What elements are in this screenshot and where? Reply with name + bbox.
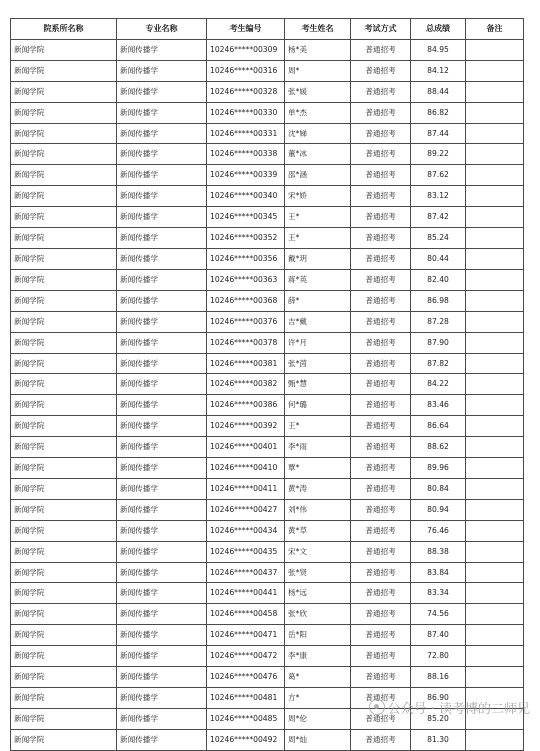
candidate-id-cell: 10246*****00401 bbox=[207, 437, 285, 458]
major-cell: 新闻传播学 bbox=[117, 248, 207, 269]
wechat-icon bbox=[369, 699, 385, 715]
remarks-cell bbox=[466, 667, 524, 688]
major-cell: 新闻传播学 bbox=[117, 541, 207, 562]
remarks-cell bbox=[466, 123, 524, 144]
remarks-cell bbox=[466, 458, 524, 479]
exam-type-cell: 普通招考 bbox=[351, 60, 411, 81]
candidate-id-cell: 10246*****00382 bbox=[207, 374, 285, 395]
remarks-cell bbox=[466, 311, 524, 332]
remarks-cell bbox=[466, 60, 524, 81]
remarks-cell bbox=[466, 478, 524, 499]
major-cell: 新闻传播学 bbox=[117, 583, 207, 604]
candidate-id-cell: 10246*****00392 bbox=[207, 416, 285, 437]
candidate-id-cell: 10246*****00381 bbox=[207, 353, 285, 374]
candidate-name-cell: 宋*文 bbox=[285, 541, 351, 562]
table-row bbox=[11, 583, 524, 604]
major-cell: 新闻传播学 bbox=[117, 625, 207, 646]
candidate-name-cell: 邵*涵 bbox=[285, 165, 351, 186]
major-cell: 新闻传播学 bbox=[117, 520, 207, 541]
table-row bbox=[11, 81, 524, 102]
exam-type-cell: 普通招考 bbox=[351, 604, 411, 625]
total-score-cell: 87.90 bbox=[411, 332, 466, 353]
candidate-id-cell: 10246*****00435 bbox=[207, 541, 285, 562]
remarks-cell bbox=[466, 269, 524, 290]
table-row bbox=[11, 332, 524, 353]
total-score-cell: 89.22 bbox=[411, 144, 466, 165]
header-major: 专业名称 bbox=[117, 19, 207, 40]
total-score-cell: 74.56 bbox=[411, 604, 466, 625]
candidate-name-cell: 王* bbox=[285, 228, 351, 249]
candidate-id-cell: 10246*****00356 bbox=[207, 248, 285, 269]
total-score-cell: 82.40 bbox=[411, 269, 466, 290]
total-score-cell: 83.34 bbox=[411, 583, 466, 604]
department-cell: 新闻学院 bbox=[11, 583, 117, 604]
total-score-cell: 84.22 bbox=[411, 374, 466, 395]
candidate-name-cell: 张*茵 bbox=[285, 353, 351, 374]
remarks-cell bbox=[466, 39, 524, 60]
total-score-cell: 80.84 bbox=[411, 478, 466, 499]
table-row bbox=[11, 165, 524, 186]
exam-type-cell: 普通招考 bbox=[351, 562, 411, 583]
candidate-name-cell: 吉*戴 bbox=[285, 311, 351, 332]
remarks-cell bbox=[466, 395, 524, 416]
major-cell: 新闻传播学 bbox=[117, 416, 207, 437]
candidate-id-cell: 10246*****00458 bbox=[207, 604, 285, 625]
admission-score-table bbox=[10, 18, 524, 751]
department-cell: 新闻学院 bbox=[11, 81, 117, 102]
department-cell: 新闻学院 bbox=[11, 165, 117, 186]
total-score-cell: 88.38 bbox=[411, 541, 466, 562]
department-cell: 新闻学院 bbox=[11, 541, 117, 562]
candidate-name-cell: 单*杰 bbox=[285, 102, 351, 123]
candidate-name-cell: 何*璐 bbox=[285, 395, 351, 416]
total-score-cell: 83.46 bbox=[411, 395, 466, 416]
remarks-cell bbox=[466, 228, 524, 249]
table-row bbox=[11, 269, 524, 290]
exam-type-cell: 普通招考 bbox=[351, 374, 411, 395]
department-cell: 新闻学院 bbox=[11, 437, 117, 458]
table-row bbox=[11, 102, 524, 123]
exam-type-cell: 普通招考 bbox=[351, 646, 411, 667]
remarks-cell bbox=[466, 353, 524, 374]
department-cell: 新闻学院 bbox=[11, 478, 117, 499]
total-score-cell: 87.42 bbox=[411, 207, 466, 228]
department-cell: 新闻学院 bbox=[11, 144, 117, 165]
total-score-cell: 86.90 bbox=[411, 688, 466, 709]
table-row bbox=[11, 248, 524, 269]
major-cell: 新闻传播学 bbox=[117, 332, 207, 353]
candidate-name-cell: 李*雨 bbox=[285, 437, 351, 458]
major-cell: 新闻传播学 bbox=[117, 60, 207, 81]
department-cell: 新闻学院 bbox=[11, 708, 117, 729]
major-cell: 新闻传播学 bbox=[117, 374, 207, 395]
major-cell: 新闻传播学 bbox=[117, 228, 207, 249]
department-cell: 新闻学院 bbox=[11, 39, 117, 60]
major-cell: 新闻传播学 bbox=[117, 39, 207, 60]
remarks-cell bbox=[466, 541, 524, 562]
exam-type-cell: 普通招考 bbox=[351, 478, 411, 499]
candidate-id-cell: 10246*****00331 bbox=[207, 123, 285, 144]
candidate-name-cell: 张*媛 bbox=[285, 81, 351, 102]
remarks-cell bbox=[466, 499, 524, 520]
candidate-id-cell: 10246*****00472 bbox=[207, 646, 285, 667]
candidate-name-cell: 戴*玥 bbox=[285, 248, 351, 269]
candidate-id-cell: 10246*****00363 bbox=[207, 269, 285, 290]
total-score-cell: 80.94 bbox=[411, 499, 466, 520]
total-score-cell: 88.16 bbox=[411, 667, 466, 688]
candidate-id-cell: 10246*****00386 bbox=[207, 395, 285, 416]
major-cell: 新闻传播学 bbox=[117, 311, 207, 332]
exam-type-cell: 普通招考 bbox=[351, 729, 411, 750]
candidate-name-cell: 周* bbox=[285, 60, 351, 81]
major-cell: 新闻传播学 bbox=[117, 165, 207, 186]
candidate-id-cell: 10246*****00441 bbox=[207, 583, 285, 604]
department-cell: 新闻学院 bbox=[11, 311, 117, 332]
total-score-cell: 88.44 bbox=[411, 81, 466, 102]
total-score-cell: 86.98 bbox=[411, 290, 466, 311]
candidate-name-cell: 董*冰 bbox=[285, 144, 351, 165]
major-cell: 新闻传播学 bbox=[117, 395, 207, 416]
table-row bbox=[11, 395, 524, 416]
candidate-name-cell: 许*月 bbox=[285, 332, 351, 353]
remarks-cell bbox=[466, 165, 524, 186]
major-cell: 新闻传播学 bbox=[117, 81, 207, 102]
total-score-cell: 81.30 bbox=[411, 729, 466, 750]
remarks-cell bbox=[466, 729, 524, 750]
total-score-cell: 87.82 bbox=[411, 353, 466, 374]
candidate-id-cell: 10246*****00340 bbox=[207, 186, 285, 207]
remarks-cell bbox=[466, 102, 524, 123]
remarks-cell bbox=[466, 144, 524, 165]
department-cell: 新闻学院 bbox=[11, 520, 117, 541]
table-row bbox=[11, 499, 524, 520]
candidate-name-cell: 葛* bbox=[285, 667, 351, 688]
header-candidate-id: 考生编号 bbox=[207, 19, 285, 40]
department-cell: 新闻学院 bbox=[11, 60, 117, 81]
table-row bbox=[11, 228, 524, 249]
candidate-id-cell: 10246*****00328 bbox=[207, 81, 285, 102]
department-cell: 新闻学院 bbox=[11, 625, 117, 646]
exam-type-cell: 普通招考 bbox=[351, 541, 411, 562]
major-cell: 新闻传播学 bbox=[117, 144, 207, 165]
candidate-name-cell: 覃* bbox=[285, 458, 351, 479]
candidate-name-cell: 刘*伟 bbox=[285, 499, 351, 520]
major-cell: 新闻传播学 bbox=[117, 478, 207, 499]
remarks-cell bbox=[466, 248, 524, 269]
table-row bbox=[11, 311, 524, 332]
exam-type-cell: 普通招考 bbox=[351, 708, 411, 729]
table-row bbox=[11, 374, 524, 395]
table-body bbox=[11, 39, 524, 750]
remarks-cell bbox=[466, 625, 524, 646]
major-cell: 新闻传播学 bbox=[117, 458, 207, 479]
total-score-cell: 84.95 bbox=[411, 39, 466, 60]
major-cell: 新闻传播学 bbox=[117, 269, 207, 290]
candidate-id-cell: 10246*****00476 bbox=[207, 667, 285, 688]
candidate-id-cell: 10246*****00309 bbox=[207, 39, 285, 60]
candidate-name-cell: 甄*慧 bbox=[285, 374, 351, 395]
remarks-cell bbox=[466, 520, 524, 541]
total-score-cell: 86.64 bbox=[411, 416, 466, 437]
major-cell: 新闻传播学 bbox=[117, 290, 207, 311]
candidate-id-cell: 10246*****00427 bbox=[207, 499, 285, 520]
remarks-cell bbox=[466, 207, 524, 228]
candidate-id-cell: 10246*****00434 bbox=[207, 520, 285, 541]
candidate-id-cell: 10246*****00368 bbox=[207, 290, 285, 311]
candidate-id-cell: 10246*****00316 bbox=[207, 60, 285, 81]
candidate-name-cell: 蒋*英 bbox=[285, 269, 351, 290]
table-row bbox=[11, 60, 524, 81]
remarks-cell bbox=[466, 186, 524, 207]
candidate-id-cell: 10246*****00330 bbox=[207, 102, 285, 123]
exam-type-cell: 普通招考 bbox=[351, 625, 411, 646]
total-score-cell: 83.84 bbox=[411, 562, 466, 583]
department-cell: 新闻学院 bbox=[11, 186, 117, 207]
exam-type-cell: 普通招考 bbox=[351, 123, 411, 144]
total-score-cell: 85.20 bbox=[411, 708, 466, 729]
candidate-id-cell: 10246*****00481 bbox=[207, 688, 285, 709]
total-score-cell: 88.62 bbox=[411, 437, 466, 458]
remarks-cell bbox=[466, 562, 524, 583]
exam-type-cell: 普通招考 bbox=[351, 144, 411, 165]
exam-type-cell: 普通招考 bbox=[351, 269, 411, 290]
table-row bbox=[11, 520, 524, 541]
department-cell: 新闻学院 bbox=[11, 102, 117, 123]
header-department: 院系所名称 bbox=[11, 19, 117, 40]
exam-type-cell: 普通招考 bbox=[351, 583, 411, 604]
department-cell: 新闻学院 bbox=[11, 395, 117, 416]
candidate-name-cell: 薛* bbox=[285, 290, 351, 311]
major-cell: 新闻传播学 bbox=[117, 604, 207, 625]
department-cell: 新闻学院 bbox=[11, 374, 117, 395]
major-cell: 新闻传播学 bbox=[117, 123, 207, 144]
major-cell: 新闻传播学 bbox=[117, 186, 207, 207]
watermark-text: 公众号 · 读考博的二师兄 bbox=[387, 701, 530, 717]
total-score-cell: 72.80 bbox=[411, 646, 466, 667]
candidate-id-cell: 10246*****00485 bbox=[207, 708, 285, 729]
table-row bbox=[11, 625, 524, 646]
major-cell: 新闻传播学 bbox=[117, 729, 207, 750]
header-total-score: 总成绩 bbox=[411, 19, 466, 40]
department-cell: 新闻学院 bbox=[11, 248, 117, 269]
exam-type-cell: 普通招考 bbox=[351, 395, 411, 416]
table-row bbox=[11, 207, 524, 228]
exam-type-cell: 普通招考 bbox=[351, 499, 411, 520]
candidate-id-cell: 10246*****00378 bbox=[207, 332, 285, 353]
candidate-id-cell: 10246*****00437 bbox=[207, 562, 285, 583]
total-score-cell: 84.12 bbox=[411, 60, 466, 81]
department-cell: 新闻学院 bbox=[11, 228, 117, 249]
exam-type-cell: 普通招考 bbox=[351, 416, 411, 437]
total-score-cell: 76.46 bbox=[411, 520, 466, 541]
candidate-name-cell: 黄*涛 bbox=[285, 478, 351, 499]
candidate-name-cell: 宋*娇 bbox=[285, 186, 351, 207]
header-candidate-name: 考生姓名 bbox=[285, 19, 351, 40]
table-row bbox=[11, 290, 524, 311]
candidate-id-cell: 10246*****00471 bbox=[207, 625, 285, 646]
candidate-id-cell: 10246*****00376 bbox=[207, 311, 285, 332]
candidate-name-cell: 周*伦 bbox=[285, 708, 351, 729]
candidate-name-cell: 黄*草 bbox=[285, 520, 351, 541]
table-row bbox=[11, 458, 524, 479]
department-cell: 新闻学院 bbox=[11, 290, 117, 311]
candidate-name-cell: 张*欣 bbox=[285, 604, 351, 625]
major-cell: 新闻传播学 bbox=[117, 102, 207, 123]
major-cell: 新闻传播学 bbox=[117, 708, 207, 729]
exam-type-cell: 普通招考 bbox=[351, 186, 411, 207]
department-cell: 新闻学院 bbox=[11, 269, 117, 290]
remarks-cell bbox=[466, 374, 524, 395]
exam-type-cell: 普通招考 bbox=[351, 39, 411, 60]
remarks-cell bbox=[466, 604, 524, 625]
candidate-name-cell: 杨*美 bbox=[285, 39, 351, 60]
table-row bbox=[11, 39, 524, 60]
table-row bbox=[11, 729, 524, 750]
department-cell: 新闻学院 bbox=[11, 688, 117, 709]
table-row bbox=[11, 353, 524, 374]
exam-type-cell: 普通招考 bbox=[351, 228, 411, 249]
total-score-cell: 87.40 bbox=[411, 625, 466, 646]
department-cell: 新闻学院 bbox=[11, 667, 117, 688]
department-cell: 新闻学院 bbox=[11, 499, 117, 520]
candidate-id-cell: 10246*****00492 bbox=[207, 729, 285, 750]
candidate-name-cell: 王* bbox=[285, 416, 351, 437]
total-score-cell: 85.24 bbox=[411, 228, 466, 249]
total-score-cell: 87.44 bbox=[411, 123, 466, 144]
table-row bbox=[11, 186, 524, 207]
candidate-name-cell: 周*灿 bbox=[285, 729, 351, 750]
total-score-cell: 89.96 bbox=[411, 458, 466, 479]
table-row bbox=[11, 144, 524, 165]
table-row bbox=[11, 667, 524, 688]
header-exam-type: 考试方式 bbox=[351, 19, 411, 40]
major-cell: 新闻传播学 bbox=[117, 646, 207, 667]
department-cell: 新闻学院 bbox=[11, 353, 117, 374]
candidate-id-cell: 10246*****00410 bbox=[207, 458, 285, 479]
exam-type-cell: 普通招考 bbox=[351, 437, 411, 458]
table-row bbox=[11, 437, 524, 458]
candidate-name-cell: 方* bbox=[285, 688, 351, 709]
table-row bbox=[11, 416, 524, 437]
exam-type-cell: 普通招考 bbox=[351, 248, 411, 269]
candidate-name-cell: 杨*远 bbox=[285, 583, 351, 604]
remarks-cell bbox=[466, 646, 524, 667]
exam-type-cell: 普通招考 bbox=[351, 311, 411, 332]
table-row bbox=[11, 478, 524, 499]
exam-type-cell: 普通招考 bbox=[351, 688, 411, 709]
major-cell: 新闻传播学 bbox=[117, 688, 207, 709]
candidate-name-cell: 李*康 bbox=[285, 646, 351, 667]
total-score-cell: 87.28 bbox=[411, 311, 466, 332]
exam-type-cell: 普通招考 bbox=[351, 458, 411, 479]
exam-type-cell: 普通招考 bbox=[351, 353, 411, 374]
remarks-cell bbox=[466, 290, 524, 311]
table-row bbox=[11, 604, 524, 625]
candidate-id-cell: 10246*****00338 bbox=[207, 144, 285, 165]
major-cell: 新闻传播学 bbox=[117, 667, 207, 688]
exam-type-cell: 普通招考 bbox=[351, 520, 411, 541]
candidate-name-cell: 张*贤 bbox=[285, 562, 351, 583]
candidate-name-cell: 岳*阳 bbox=[285, 625, 351, 646]
exam-type-cell: 普通招考 bbox=[351, 667, 411, 688]
candidate-name-cell: 沈*娣 bbox=[285, 123, 351, 144]
watermark bbox=[369, 696, 530, 718]
department-cell: 新闻学院 bbox=[11, 729, 117, 750]
major-cell: 新闻传播学 bbox=[117, 562, 207, 583]
table-row bbox=[11, 562, 524, 583]
candidate-id-cell: 10246*****00345 bbox=[207, 207, 285, 228]
exam-type-cell: 普通招考 bbox=[351, 332, 411, 353]
total-score-cell: 87.62 bbox=[411, 165, 466, 186]
remarks-cell bbox=[466, 81, 524, 102]
exam-type-cell: 普通招考 bbox=[351, 165, 411, 186]
exam-type-cell: 普通招考 bbox=[351, 102, 411, 123]
department-cell: 新闻学院 bbox=[11, 562, 117, 583]
department-cell: 新闻学院 bbox=[11, 207, 117, 228]
table-row bbox=[11, 123, 524, 144]
table-row bbox=[11, 541, 524, 562]
department-cell: 新闻学院 bbox=[11, 416, 117, 437]
department-cell: 新闻学院 bbox=[11, 604, 117, 625]
candidate-id-cell: 10246*****00352 bbox=[207, 228, 285, 249]
exam-type-cell: 普通招考 bbox=[351, 207, 411, 228]
candidate-id-cell: 10246*****00411 bbox=[207, 478, 285, 499]
major-cell: 新闻传播学 bbox=[117, 499, 207, 520]
total-score-cell: 80.44 bbox=[411, 248, 466, 269]
major-cell: 新闻传播学 bbox=[117, 353, 207, 374]
department-cell: 新闻学院 bbox=[11, 646, 117, 667]
department-cell: 新闻学院 bbox=[11, 123, 117, 144]
department-cell: 新闻学院 bbox=[11, 332, 117, 353]
candidate-name-cell: 王* bbox=[285, 207, 351, 228]
table-row bbox=[11, 646, 524, 667]
exam-type-cell: 普通招考 bbox=[351, 81, 411, 102]
department-cell: 新闻学院 bbox=[11, 458, 117, 479]
remarks-cell bbox=[466, 416, 524, 437]
header-remarks: 备注 bbox=[466, 19, 524, 40]
total-score-cell: 83.12 bbox=[411, 186, 466, 207]
remarks-cell bbox=[466, 437, 524, 458]
major-cell: 新闻传播学 bbox=[117, 207, 207, 228]
major-cell: 新闻传播学 bbox=[117, 437, 207, 458]
remarks-cell bbox=[466, 332, 524, 353]
candidate-id-cell: 10246*****00339 bbox=[207, 165, 285, 186]
remarks-cell bbox=[466, 583, 524, 604]
exam-type-cell: 普通招考 bbox=[351, 290, 411, 311]
table-header-row bbox=[11, 19, 524, 40]
total-score-cell: 86.82 bbox=[411, 102, 466, 123]
